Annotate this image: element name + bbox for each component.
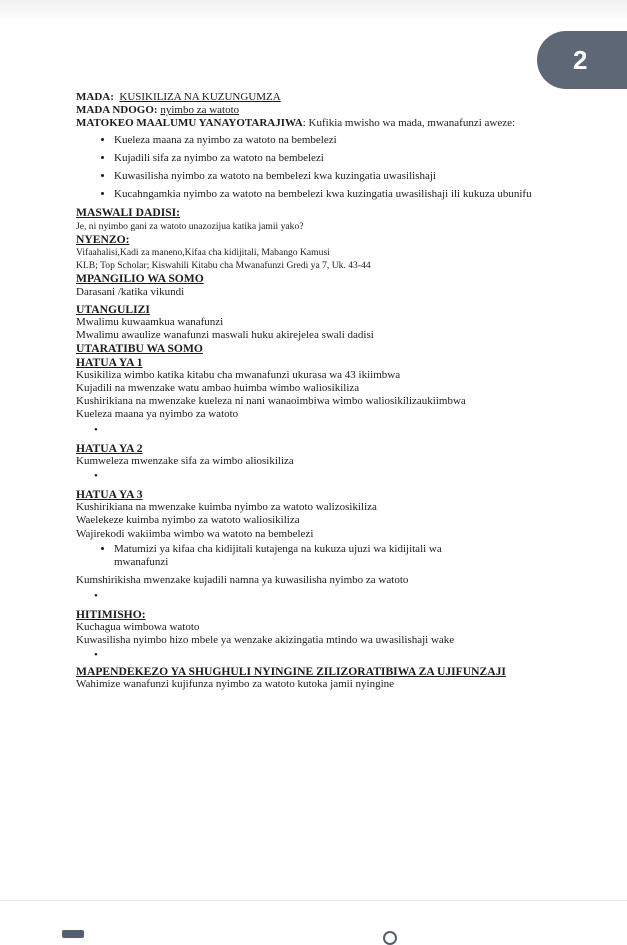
hatua-1-line: Kueleza maana ya nyimbo za watoto	[76, 408, 239, 421]
hatua-3-line: Waelekeze kuimba nyimbo za watoto waliosikiliza	[76, 514, 300, 527]
empty-bullet: •	[94, 589, 98, 602]
hatua-3-line: Kushirikiana na mwenzake kuimba nyimbo za watoto walizosikiliza	[76, 501, 377, 514]
matokeo-text: : Kufikia mwisho wa mada, mwanafunzi aweze:	[302, 117, 516, 130]
utangulizi-line-2: Mwalimu awaulize wanafunzi maswali huku akirejelea swali dadisi	[76, 329, 374, 342]
hatua-1-line: Kusikiliza wimbo katika kitabu cha mwanafunzi ukurasa wa 43 ikiimbwa	[76, 368, 401, 381]
page-number: 2	[573, 44, 588, 75]
page-number-badge	[537, 31, 627, 89]
hatua-2-line: Kumweleza mwenzake sifa za wimbo aliosikiliza	[76, 454, 294, 467]
hitimisho-line: Kuwasilisha nyimbo hizo mbele ya wenzake akizingatia mtindo wa uwasilishaji wake	[76, 633, 455, 646]
hatua-1-heading: HATUA YA 1	[76, 355, 143, 369]
bottom-bar	[0, 900, 627, 935]
top-bar	[0, 0, 627, 18]
empty-bullet: •	[94, 470, 98, 483]
utangulizi-heading: UTANGULIZI	[76, 302, 150, 316]
empty-bullet: •	[94, 649, 98, 662]
hatua-1-line: Kujadili na mwenzake watu ambao huimba wimbo waliosikiliza	[76, 382, 360, 395]
matokeo-label: MATOKEO MAALUMU YANAYOTARAJIWA	[76, 117, 303, 130]
nyenzo-heading: NYENZO:	[76, 232, 130, 246]
utangulizi-line-1: Mwalimu kuwaamkua wanafunzi	[76, 316, 224, 329]
mapendekezo-heading: MAPENDEKEZO YA SHUGHULI NYINGINE ZILIZORATIBIWA ZA UJIFUNZAJI	[76, 665, 506, 679]
bottom-left-icon[interactable]	[62, 930, 84, 938]
mapendekezo-text: Wahimize wanafunzi kujifunza nyimbo za watoto kutoka jamii nyingine	[76, 678, 395, 691]
hatua-3-list	[76, 543, 556, 569]
hatua-2-heading: HATUA YA 2	[76, 441, 143, 455]
matokeo-list	[76, 134, 556, 202]
mada-ndogo-label: MADA NDOGO:	[76, 104, 158, 117]
hitimisho-line: Kuchagua wimbowa watoto	[76, 620, 200, 633]
hatua-1-line: Kushirikiana na mwenzake kueleza ni nani wanaoimbiwa wimbo waliosikilizaukiimbwa	[76, 395, 466, 408]
hatua-3-after: Kumshirikisha mwenzake kujadili namna ya kuwasilisha nyimbo za watoto	[76, 574, 409, 587]
maswali-heading: MASWALI DADISI:	[76, 206, 181, 220]
mada-ndogo-line	[76, 104, 556, 117]
list-item: • Kueleza maana za nyimbo za watoto na bembelezi	[114, 134, 556, 147]
hatua-3-line: Wajirekodi wakiimba wimbo wa watoto na bembelezi	[76, 527, 314, 540]
empty-bullet: •	[94, 423, 98, 436]
mada-label: MADA:	[76, 91, 114, 103]
document-body	[76, 91, 556, 692]
list-item: • Matumizi ya kifaa cha kidijitali kutajenga na kukuza ujuzi wa kidijitali wa mwanafunzi	[114, 543, 496, 569]
maswali-text: Je, ni nyimbo gani za watoto unazozijua katika jamii yako?	[76, 220, 304, 232]
list-item: • Kuwasilisha nyimbo za watoto na bembelezi kwa kuzingatia uwasilishaji	[114, 170, 556, 183]
mada-value: KUSIKILIZA NA KUZUNGUMZA	[119, 91, 281, 103]
hitimisho-heading: HITIMISHO:	[76, 607, 146, 621]
nyenzo-line-2: KLB; Top Scholar; Kiswahili Kitabu cha Mwanafunzi Gredi ya 7, Uk. 43-44	[76, 260, 371, 272]
mpangilio-heading: MPANGILIO WA SOMO	[76, 272, 204, 286]
mada-line	[76, 91, 556, 104]
nyenzo-line-1: Vifaahalisi,Kadi za maneno,Kifaa cha kidijitali, Mabango Kamusi	[76, 247, 330, 259]
utaratibu-heading: UTARATIBU WA SOMO	[76, 342, 203, 356]
list-item: • Kujadili sifa za nyimbo za watoto na bembelezi	[114, 152, 556, 165]
matokeo-paragraph	[76, 117, 556, 130]
bottom-center-icon[interactable]	[383, 931, 397, 945]
mada-ndogo-value: nyimbo za watoto	[160, 104, 240, 117]
list-item: • Kucahngamkia nyimbo za watoto na bembelezi kwa kuzingatia uwasilishaji ili kukuza ubunifu	[114, 188, 556, 201]
hatua-3-heading: HATUA YA 3	[76, 488, 143, 502]
mpangilio-text: Darasani /katika vikundi	[76, 285, 185, 298]
